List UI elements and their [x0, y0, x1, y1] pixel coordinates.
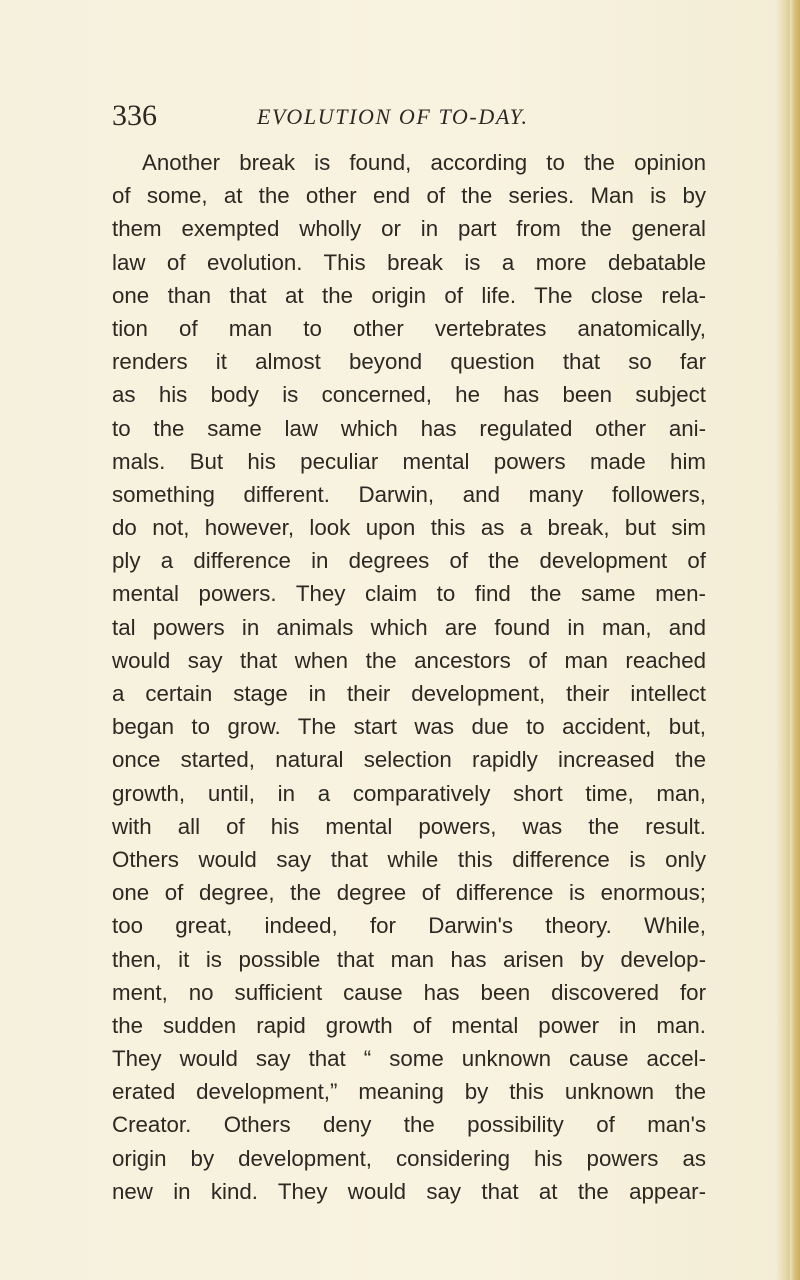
text-line: one of degree, the degree of difference is enormous;	[112, 880, 706, 906]
text-line: new in kind. They would say that at the appear-	[112, 1178, 706, 1204]
text-line: one than that at the origin of life. The close rela-	[112, 282, 706, 308]
text-line: with all of his mental powers, was the result.	[112, 813, 706, 839]
text-line: to the same law which has regulated other ani-	[112, 415, 706, 441]
text-line: something different. Darwin, and many followers,	[112, 481, 706, 507]
text-line: ment, no sufficient cause has been discovered for	[112, 979, 706, 1005]
text-line: then, it is possible that man has arisen by develop-	[112, 946, 706, 972]
text-line: They would say that “ some unknown cause accel-	[112, 1046, 706, 1072]
page-header	[112, 96, 712, 136]
text-line: mals. But his peculiar mental powers made him	[112, 448, 706, 474]
text-line: renders it almost beyond question that so far	[112, 349, 706, 375]
text-line: origin by development, considering his powers as	[112, 1145, 706, 1171]
text-line: them exempted wholly or in part from the general	[112, 216, 706, 242]
text-line: growth, until, in a comparatively short time, man,	[112, 780, 706, 806]
text-line: a certain stage in their development, their intellect	[112, 681, 706, 706]
body-paragraph	[112, 146, 706, 1208]
text-line: tion of man to other vertebrates anatomically,	[112, 315, 706, 341]
text-line: erated development,” meaning by this unknown the	[112, 1079, 706, 1105]
text-line: Another break is found, according to the opinion	[142, 150, 706, 175]
text-line: as his body is concerned, he has been subject	[112, 382, 706, 408]
text-line: too great, indeed, for Darwin's theory. While,	[112, 913, 706, 939]
text-line: Others would say that while this difference is only	[112, 846, 706, 872]
text-line: would say that when the ancestors of man reached	[112, 647, 706, 673]
text-line: of some, at the other end of the series. Man is by	[112, 183, 706, 209]
page-edge	[790, 0, 800, 1280]
text-line: do not, however, look upon this as a break, but sim	[112, 515, 706, 541]
running-head: EVOLUTION OF TO-DAY.	[257, 104, 529, 129]
text-line: ply a difference in degrees of the development of	[112, 548, 706, 574]
text-line: the sudden rapid growth of mental power in man.	[112, 1012, 706, 1038]
text-line: Creator. Others deny the possibility of man's	[112, 1112, 706, 1138]
text-line: began to grow. The start was due to accident, but,	[112, 714, 706, 740]
text-line: tal powers in animals which are found in man, and	[112, 614, 706, 640]
text-line: mental powers. They claim to find the same men-	[112, 581, 706, 607]
text-line: law of evolution. This break is a more debatable	[112, 249, 706, 275]
page-number: 336	[112, 99, 157, 132]
text-line: once started, natural selection rapidly increased the	[112, 747, 706, 773]
